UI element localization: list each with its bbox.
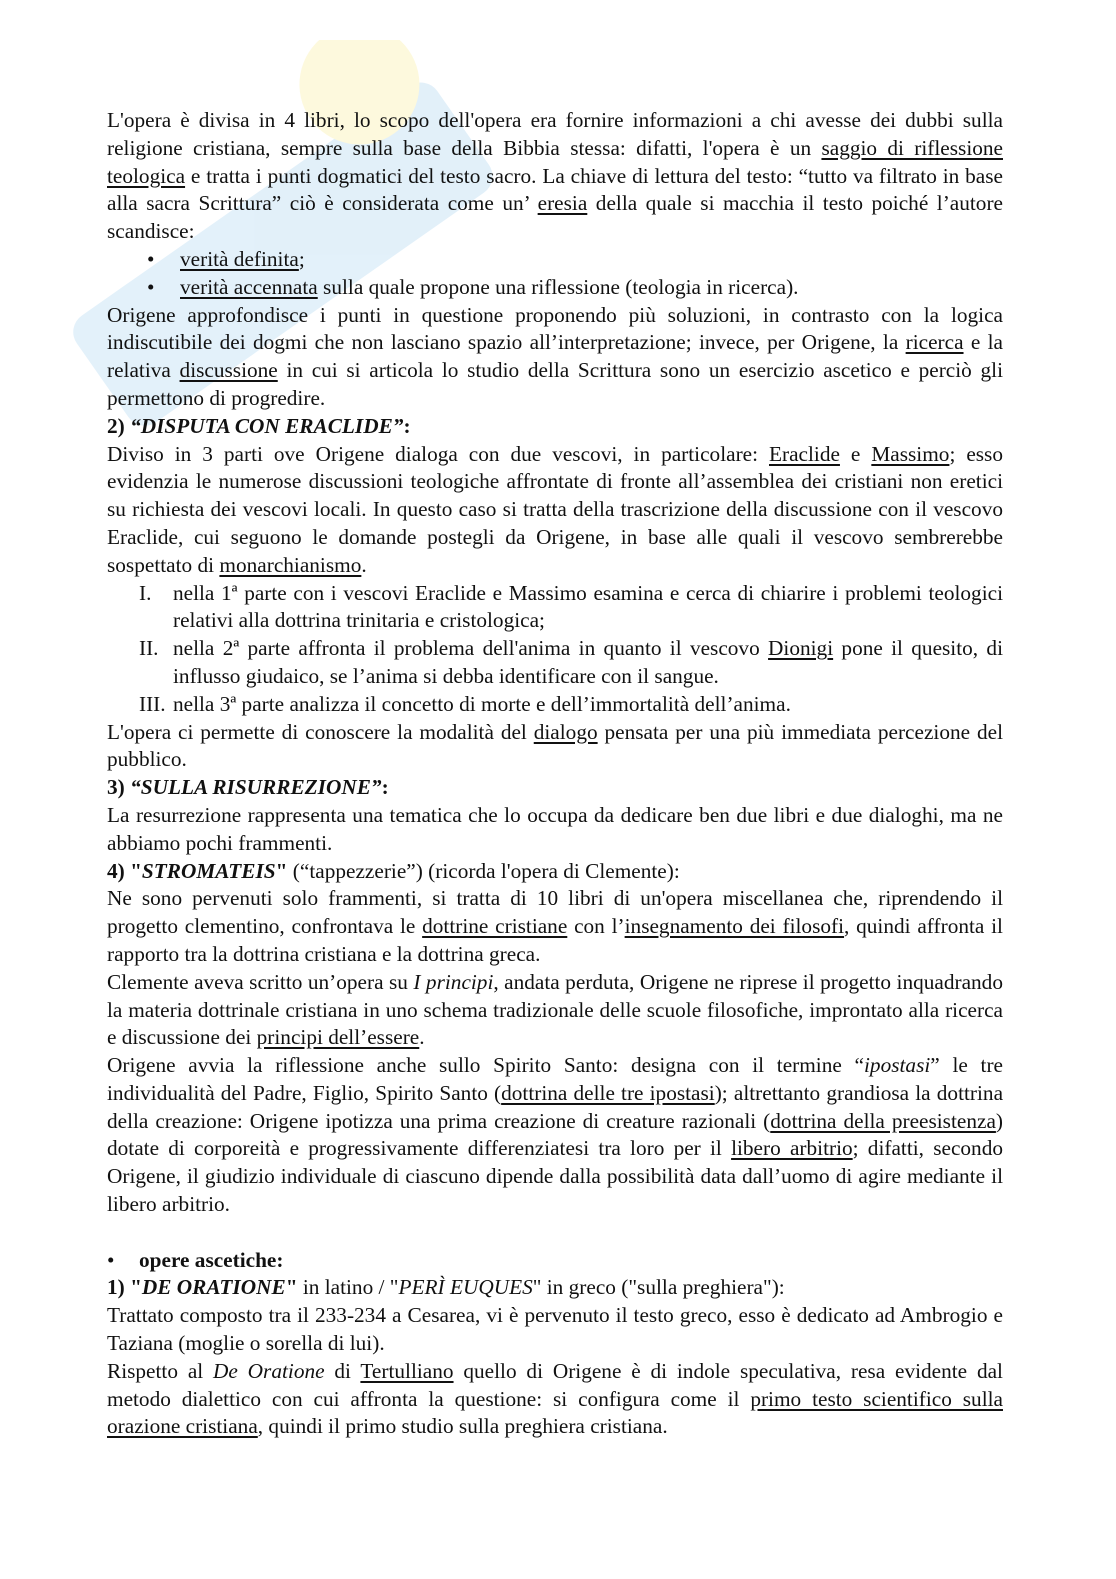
list-item: [139, 580, 1003, 636]
bold-text: DE ORATIONE: [141, 1275, 286, 1300]
text-run: ;: [298, 246, 305, 271]
text-run: e tratta i punti dogmatici del testo sacro. La chiave di lettura del testo: “tutto va filtrato in base alla sacra Scrittura” ciò è considerata come un’: [107, 163, 1003, 216]
paragraph: [107, 107, 1003, 246]
list-item: [139, 691, 1003, 719]
underlined-term: libero arbitrio: [731, 1136, 853, 1161]
section-heading: [107, 858, 1003, 886]
underlined-term: discussione: [179, 358, 278, 383]
section-heading: [107, 1274, 1003, 1302]
list-number: I.: [139, 580, 152, 605]
bold-text: 4) ": [107, 858, 142, 883]
underlined-term: dialogo: [533, 719, 598, 744]
text-run: , andata perduta, Origene ne riprese il progetto inquadrando la materia dottrinale cristiana in uno schema tradizionale delle scuole filosofiche, improntato alla ricerca e discussione dei: [107, 969, 1003, 1050]
text-run: quello di Origene è di indole speculativa, resa evidente dal metodo dialettico con cui affronta la questione: si configura come il: [107, 1358, 1003, 1411]
list-number: III.: [139, 691, 166, 716]
paragraph: [107, 802, 1003, 858]
text-run: Trattato composto tra il 233-234 a Cesarea, vi è pervenuto il testo greco, esso è dedicato ad Ambrogio e Taziana (moglie o sorella di lui).: [107, 1303, 1003, 1356]
text-run: Rispetto al: [107, 1358, 214, 1383]
spacer: [107, 1219, 1003, 1247]
underlined-term: monarchianismo: [219, 552, 362, 577]
document-page: [107, 107, 1003, 1441]
text-run: L'opera è divisa in 4 libri, lo scopo dell'opera era fornire informazioni a chi avesse dei dubbi sulla religione cristiana, sempre sulla base della Bibbia stessa: difatti, l'opera è un: [107, 108, 1003, 160]
bold-text: ": [285, 1275, 298, 1300]
text-run: con l’: [567, 914, 625, 939]
paragraph: [107, 885, 1003, 968]
text-run: Clemente aveva scritto un’opera su: [107, 969, 414, 994]
bold-text: STROMATEIS: [141, 858, 276, 883]
underlined-term: primo testo scientifico sulla orazione cristiana: [107, 1386, 1003, 1439]
text-run: della quale si macchia il testo poiché l’autore scandisce:: [107, 191, 1003, 244]
text-run: " in greco ("sulla preghiera"):: [532, 1275, 785, 1300]
underlined-term: saggio di riflessione teologica: [107, 135, 1003, 188]
italic-text: ipostasi: [864, 1053, 931, 1078]
bold-text: :: [403, 413, 411, 438]
bold-text: opere ascetiche:: [139, 1247, 284, 1272]
underlined-term: Eraclide: [769, 441, 840, 466]
text-run: in latino / ": [297, 1275, 399, 1300]
paragraph: [107, 1358, 1003, 1441]
underlined-term: verità accennata: [180, 274, 318, 299]
underlined-term: principi dell’essere: [256, 1025, 420, 1050]
bullet-icon: •: [147, 274, 155, 299]
section-heading: [107, 774, 1003, 802]
underlined-term: dottrina delle tre ipostasi: [501, 1080, 715, 1105]
italic-text: I principi: [413, 969, 494, 994]
text-run: ” le tre individualità del Padre, Figlio, Spirito Santo (: [107, 1053, 1003, 1105]
bullet-icon: •: [147, 246, 155, 271]
list-item: [147, 246, 1003, 274]
list-item: [139, 635, 1003, 691]
paragraph: [107, 969, 1003, 1052]
text-run: , quindi affronta il rapporto tra la dottrina cristiana e la dottrina greca.: [107, 914, 1003, 966]
underlined-term: Dionigi: [768, 636, 834, 661]
underlined-term: dottrina della preesistenza: [770, 1108, 996, 1133]
paragraph: [107, 441, 1003, 580]
bold-text: ": [275, 858, 288, 883]
text-run: nella 2ª parte affronta il problema dell'anima in quanto il vescovo: [173, 636, 769, 661]
paragraph: [107, 302, 1003, 413]
paragraph: [107, 1302, 1003, 1358]
bold-text: :: [381, 775, 389, 800]
text-run: e: [839, 441, 872, 466]
bullet-icon: •: [107, 1247, 115, 1272]
section-heading: [107, 413, 1003, 441]
roman-list: [107, 580, 1003, 719]
underlined-term: Massimo: [871, 441, 950, 466]
text-run: in cui si articola lo studio della Scrittura sono un esercizio ascetico e perciò gli permettono di progredire.: [107, 358, 1003, 410]
paragraph: [107, 719, 1003, 775]
bold-text: 3): [107, 775, 131, 800]
bullet-list: [107, 246, 1003, 302]
text-run: .: [361, 552, 367, 577]
text-run: pensata per una più immediata percezione del pubblico.: [107, 719, 1003, 772]
text-run: ; esso evidenzia le numerose discussioni teologiche affrontate di fronte all’assemblea dei cristiani non eretici su richiesta dei vescovi locali. In questo caso si tratta della trascrizione della discussione con il vescovo Eraclide, cui seguono le domande postegli da Origene, in base alle quali il vescovo sembrerebbe sospettato di: [107, 441, 1003, 577]
text-run: sulla quale propone una riflessione (teologia in ricerca).: [317, 274, 799, 299]
text-run: Ne sono pervenuti solo frammenti, si tratta di 10 libri di un'opera miscellanea che, riprendendo il progetto clementino, confrontava le: [107, 886, 1003, 939]
list-number: II.: [139, 636, 159, 661]
text-run: ; difatti, secondo Origene, il giudizio individuale di ciascuno dipende dalla possibilità data dall’uomo di agire mediante il libero arbitrio.: [107, 1136, 1003, 1217]
text-run: ) dotate di corporeità e progressivamente differenziatesi tra loro per il: [107, 1108, 1003, 1161]
paragraph: [107, 1052, 1003, 1219]
bold-text: “SULLA RISURREZIONE”: [130, 775, 382, 800]
underlined-term: insegnamento dei filosofi: [624, 914, 845, 939]
text-run: La resurrezione rappresenta una tematica che lo occupa da dedicare ben due libri e due dialoghi, ma ne abbiamo pochi frammenti.: [107, 802, 1003, 855]
text-run: Origene avvia la riflessione anche sullo Spirito Santo: designa con il termine “: [107, 1053, 864, 1078]
text-run: nella 3ª parte analizza il concetto di morte e dell’immortalità dell’anima.: [173, 691, 791, 716]
list-item: [147, 274, 1003, 302]
italic-text: PERÌ EUQUES: [398, 1275, 533, 1300]
text-run: (“tappezzerie”) (ricorda l'opera di Clemente):: [287, 858, 680, 883]
bullet-heading: [107, 1247, 1003, 1275]
text-run: Origene approfondisce i punti in questione proponendo più soluzioni, in contrasto con la logica indiscutibile dei dogmi che non lasciano spazio all’interpretazione; invece, per Origene, la: [107, 302, 1003, 355]
bold-text: 1) ": [107, 1275, 142, 1300]
bold-text: 2): [107, 413, 131, 438]
text-run: e la relativa: [107, 330, 1003, 383]
text-run: pone il quesito, di influsso giudaico, se l’anima si debba identificare con il sangue.: [173, 636, 1003, 688]
text-run: .: [419, 1025, 425, 1050]
text-run: L'opera ci permette di conoscere la modalità del: [107, 719, 534, 744]
underlined-term: Tertulliano: [360, 1358, 454, 1383]
text-run: ); altrettanto grandiosa la dottrina della creazione: Origene ipotizza una prima creazione di creature razionali (: [107, 1080, 1004, 1133]
bold-text: “DISPUTA CON ERACLIDE”: [130, 413, 404, 438]
text-run: Diviso in 3 parti ove Origene dialoga con due vescovi, in particolare:: [107, 441, 769, 466]
underlined-term: ricerca: [905, 330, 964, 355]
underlined-term: eresia: [537, 191, 588, 216]
text-run: di: [324, 1358, 361, 1383]
text-run: nella 1ª parte con i vescovi Eraclide e Massimo esamina e cerca di chiarire i problemi teologici relativi alla dottrina trinitaria e cristologica;: [173, 580, 1003, 633]
underlined-term: dottrine cristiane: [422, 914, 568, 939]
underlined-term: verità definita: [180, 246, 299, 271]
italic-text: De Oratione: [213, 1358, 325, 1383]
text-run: , quindi il primo studio sulla preghiera cristiana.: [257, 1414, 668, 1439]
